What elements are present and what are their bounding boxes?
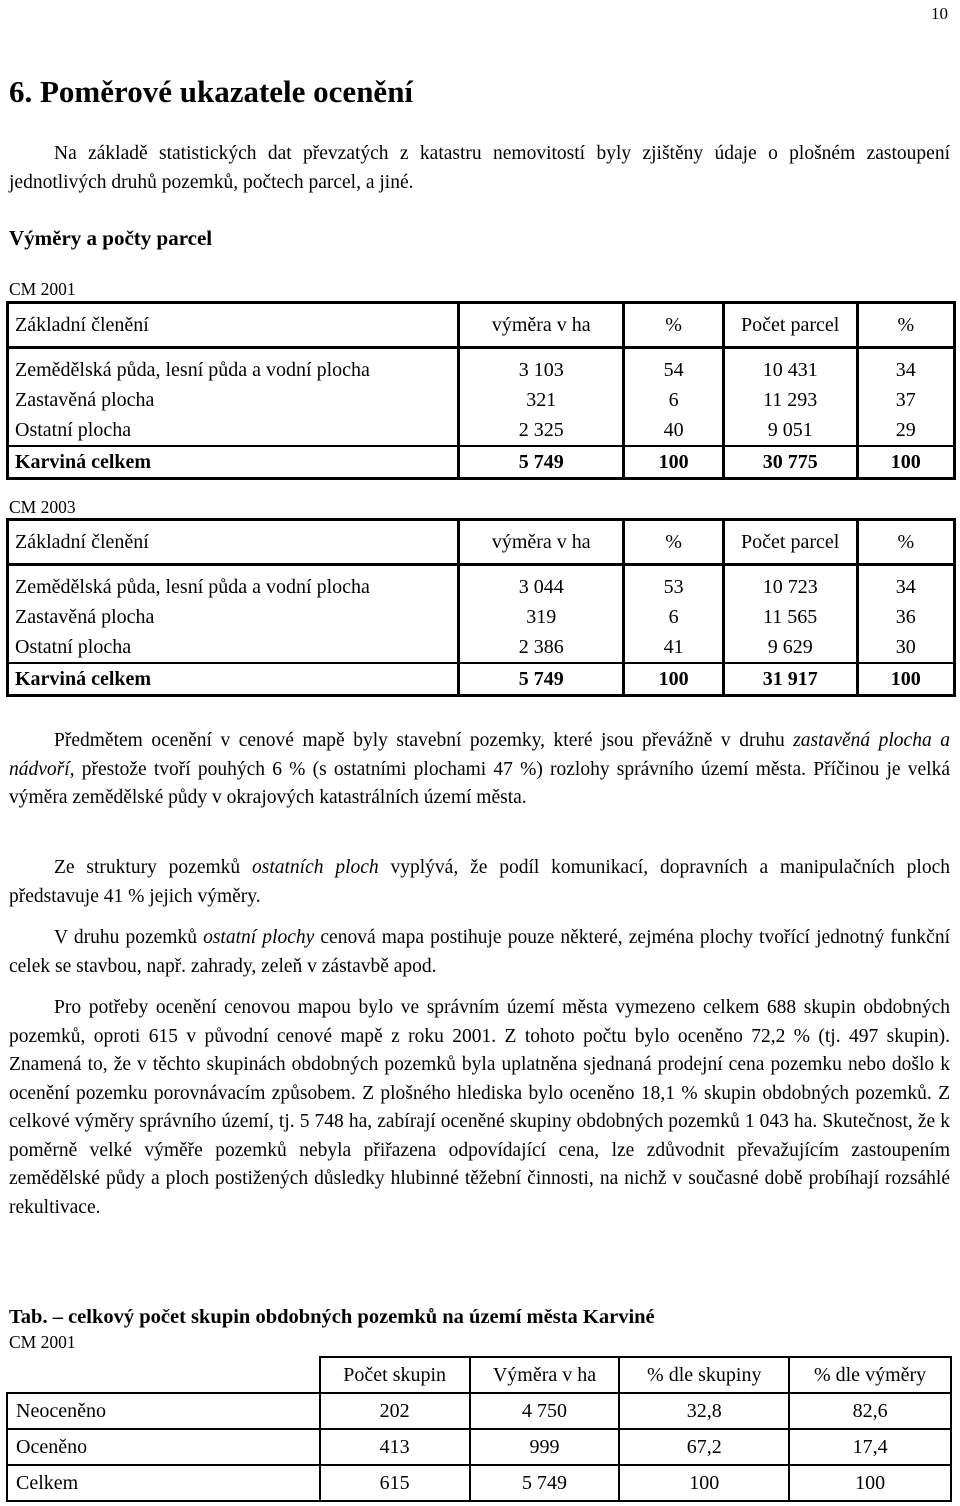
header-cell: % dle skupiny	[619, 1357, 789, 1393]
table-groups	[6, 1356, 952, 1502]
table-row: Zemědělská půda, lesní půda a vodní plocha 3 103 54 10 431 34	[8, 355, 955, 385]
header-cell: Počet skupin	[320, 1357, 470, 1393]
table-row: Neoceněno 202 4 750 32,8 82,6	[7, 1393, 951, 1429]
header-cell: Základní členění	[8, 303, 459, 348]
header-cell: Výměra v ha	[470, 1357, 620, 1393]
table-header-row	[8, 303, 955, 348]
header-cell: výměra v ha	[459, 520, 624, 565]
header-cell: %	[624, 520, 723, 565]
table-caption: Tab. – celkový počet skupin obdobných pozemků na území města Karviné	[9, 1306, 655, 1328]
table-groups-label: CM 2001	[9, 1332, 76, 1352]
header-cell: % dle výměry	[789, 1357, 951, 1393]
header-cell: %	[624, 303, 723, 348]
section-title: Výměry a počty parcel	[9, 226, 213, 250]
table-row: Oceněno 413 999 67,2 17,4	[7, 1429, 951, 1465]
table-row: Zastavěná plocha 321 6 11 293 37	[8, 385, 955, 415]
table-header-row	[7, 1357, 951, 1393]
table-2001-label: CM 2001	[9, 279, 76, 299]
page-number: 10	[931, 4, 948, 23]
intro-text: Na základě statistických dat převzatých z katastru nemovitostí byly zjištěny údaje o plošném zastoupení jednotlivých druhů pozemků, počtech parcel, a jiné.	[9, 143, 950, 193]
header-cell: %	[857, 303, 954, 348]
paragraph-4: Pro potřeby ocenění cenovou mapou bylo ve správním území města vymezeno celkem 688 skupin obdobných pozemků, oproti 615 v původní cenové mapě z roku 2001. Z tohoto počtu bylo oceněno 72,2 % (tj. 497 skupin). Znamená to, že v těchto skupinách obdobných pozemků byla uplatněna sjednaná prodejní cena pozemku nebo došlo k ocenění pozemku porovnávacím způsobem. Z plošného hlediska bylo oceněno 18,1 % skupin obdobných pozemků. Z celkové výměry správního území, tj. 5 748 ha, zabírají oceněné skupiny obdobných pozemků 1 043 ha. Skutečnost, že k poměrně velké výměře pozemků nebyla přiřazena odpovídající cena, lze zdůvodnit převažujícím zastoupením zemědělské půdy a ploch postižených důsledky hlubinné těžební činnosti, na nichž v současné době probíhají rozsáhlé rekultivace.	[9, 997, 950, 1218]
table-row: Ostatní plocha 2 325 40 9 051 29	[8, 415, 955, 446]
emphasis: ostatních ploch	[252, 857, 379, 878]
table-header-row	[8, 520, 955, 565]
table-row: Celkem 615 5 749 100 100	[7, 1465, 951, 1501]
header-cell: Počet parcel	[723, 520, 857, 565]
paragraph-2: Ze struktury pozemků ostatních ploch vyplývá, že podíl komunikací, dopravních a manipulačních ploch představuje 41 % jejich výměry.	[9, 857, 950, 907]
intro-paragraph	[9, 140, 950, 197]
header-cell: %	[857, 520, 954, 565]
header-cell: výměra v ha	[459, 303, 624, 348]
header-cell: Základní členění	[8, 520, 459, 565]
emphasis: ostatní plochy	[203, 927, 315, 948]
emphasis: zastavěná plocha a nádvoří,	[9, 730, 950, 780]
table-total-row: Karviná celkem 5 749 100 31 917 100	[8, 663, 955, 696]
table-2003-label: CM 2003	[9, 497, 76, 517]
table-row: Zemědělská půda, lesní půda a vodní plocha 3 044 53 10 723 34	[8, 572, 955, 602]
header-cell: Počet parcel	[723, 303, 857, 348]
table-row: Ostatní plocha 2 386 41 9 629 30	[8, 632, 955, 663]
table-total-row: Karviná celkem 5 749 100 30 775 100	[8, 446, 955, 479]
table-2001	[6, 301, 956, 480]
paragraph-1: Předmětem ocenění v cenové mapě byly stavební pozemky, které jsou převážně v druhu zastavěná plocha a nádvoří, přestože tvoří pouhých 6 % (s ostatními plochami 47 %) rozlohy správního území města. Příčinou je velká výměra zemědělské půdy v okrajových katastrálních území města.	[9, 730, 950, 808]
page-title: 6. Poměrové ukazatele ocenění	[9, 74, 414, 109]
table-row: Zastavěná plocha 319 6 11 565 36	[8, 602, 955, 632]
table-2003	[6, 518, 956, 697]
paragraph-3: V druhu pozemků ostatní plochy cenová mapa postihuje pouze některé, zejména plochy tvořící jednotný funkční celek se stavbou, např. zahrady, zeleň v zástavbě apod.	[9, 927, 950, 977]
